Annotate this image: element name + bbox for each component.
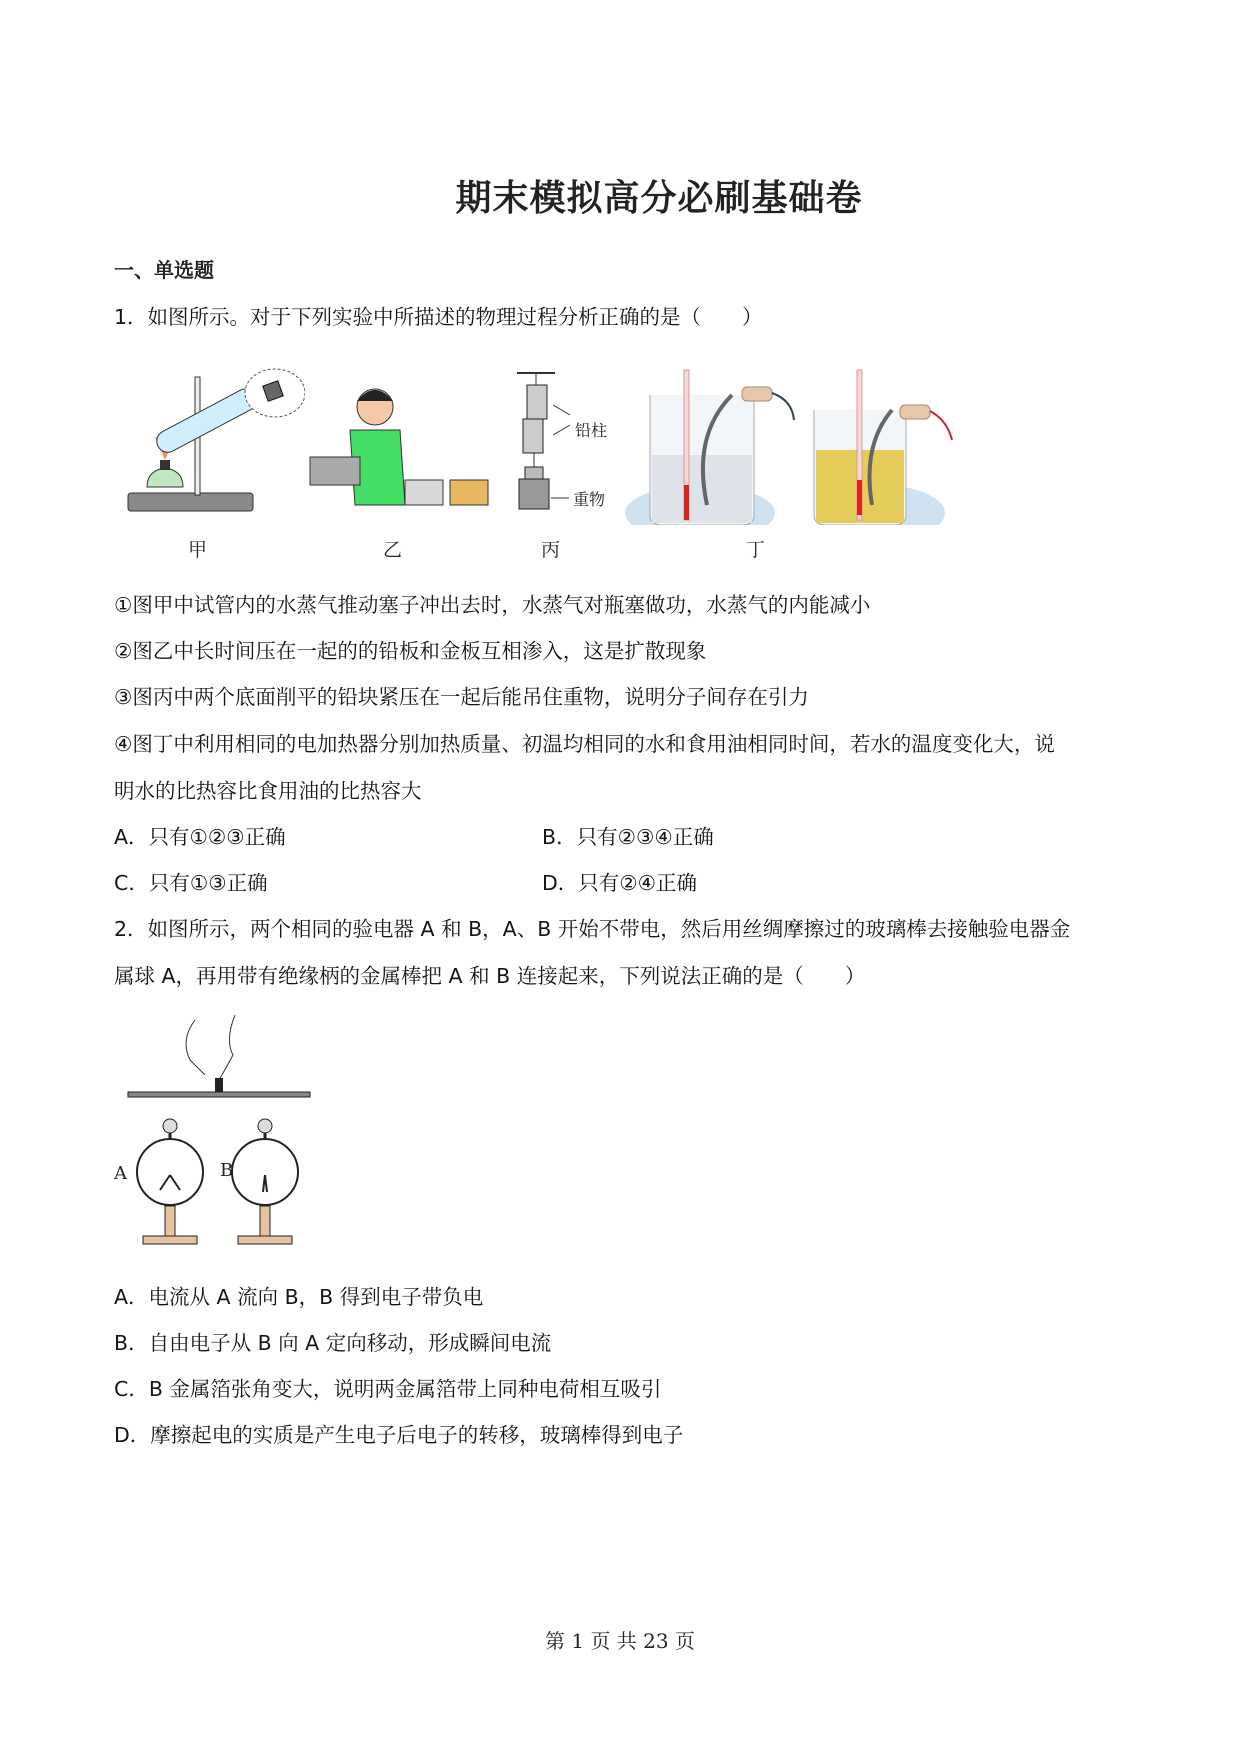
annotation-lead-cylinders: 铅柱 xyxy=(575,421,608,440)
q1-option-a[interactable]: A．只有①②③正确 xyxy=(114,825,286,849)
statement-4-cont: 明水的比热容比食用油的比热容大 xyxy=(114,779,422,803)
figure-jia-test-tube-icon xyxy=(125,365,305,525)
page-title: 期末模拟高分必刷基础卷 xyxy=(455,178,863,219)
section-heading: 一、单选题 xyxy=(114,258,214,282)
q2-option-b[interactable]: B．自由电子从 B 向 A 定向移动，形成瞬间电流 xyxy=(114,1331,552,1355)
question-1-stem: 1．如图所示。对于下列实验中所描述的物理过程分析正确的是（ ） xyxy=(114,305,763,329)
q2-option-c[interactable]: C．B 金属箔张角变大，说明两金属箔带上同种电荷相互吸引 xyxy=(114,1377,662,1401)
statement-3: ③图丙中两个底面削平的铅块紧压在一起后能吊住重物，说明分子间存在引力 xyxy=(114,685,809,709)
figure-label-ding: 丁 xyxy=(746,539,766,561)
statement-1: ①图甲中试管内的水蒸气推动塞子冲出去时，水蒸气对瓶塞做功，水蒸气的内能减小 xyxy=(114,593,871,617)
question-2-stem-line-2: 属球 A，再用带有绝缘柄的金属棒把 A 和 B 连接起来，下列说法正确的是（ ） xyxy=(114,964,866,988)
q1-option-d[interactable]: D．只有②④正确 xyxy=(542,871,698,895)
q1-option-c[interactable]: C．只有①③正确 xyxy=(114,871,268,895)
page-footer: 第 1 页 共 23 页 xyxy=(545,1629,695,1653)
q1-option-b[interactable]: B．只有②③④正确 xyxy=(542,825,714,849)
q2-option-a[interactable]: A．电流从 A 流向 B，B 得到电子带负电 xyxy=(114,1285,484,1309)
annotation-weight: 重物 xyxy=(573,490,606,509)
figure-ding-beakers-icon xyxy=(622,365,972,525)
question-2-stem-line-1: 2．如图所示，两个相同的验电器 A 和 B，A、B 开始不带电，然后用丝绸摩擦过的玻璃棒去接触验电器金 xyxy=(114,917,1071,941)
q2-option-d[interactable]: D．摩擦起电的实质是产生电子后电子的转移，玻璃棒得到电子 xyxy=(114,1423,684,1447)
figure-label-bing: 丙 xyxy=(541,539,561,561)
statement-2: ②图乙中长时间压在一起的的铅板和金板互相渗入，这是扩散现象 xyxy=(114,639,707,663)
figure-bing-lead-cylinders-icon xyxy=(515,370,625,520)
figure-yi-boy-plates-icon xyxy=(305,385,495,515)
electroscope-label-a: A xyxy=(114,1163,127,1184)
statement-4: ④图丁中利用相同的电加热器分别加热质量、初温均相同的水和食用油相同时间，若水的温度变化大，说 xyxy=(114,732,1055,756)
figure-label-jia: 甲 xyxy=(188,539,208,561)
figure-label-yi: 乙 xyxy=(383,539,403,561)
figure-electroscopes-icon xyxy=(125,1010,315,1250)
electroscope-label-b: B xyxy=(220,1160,234,1181)
